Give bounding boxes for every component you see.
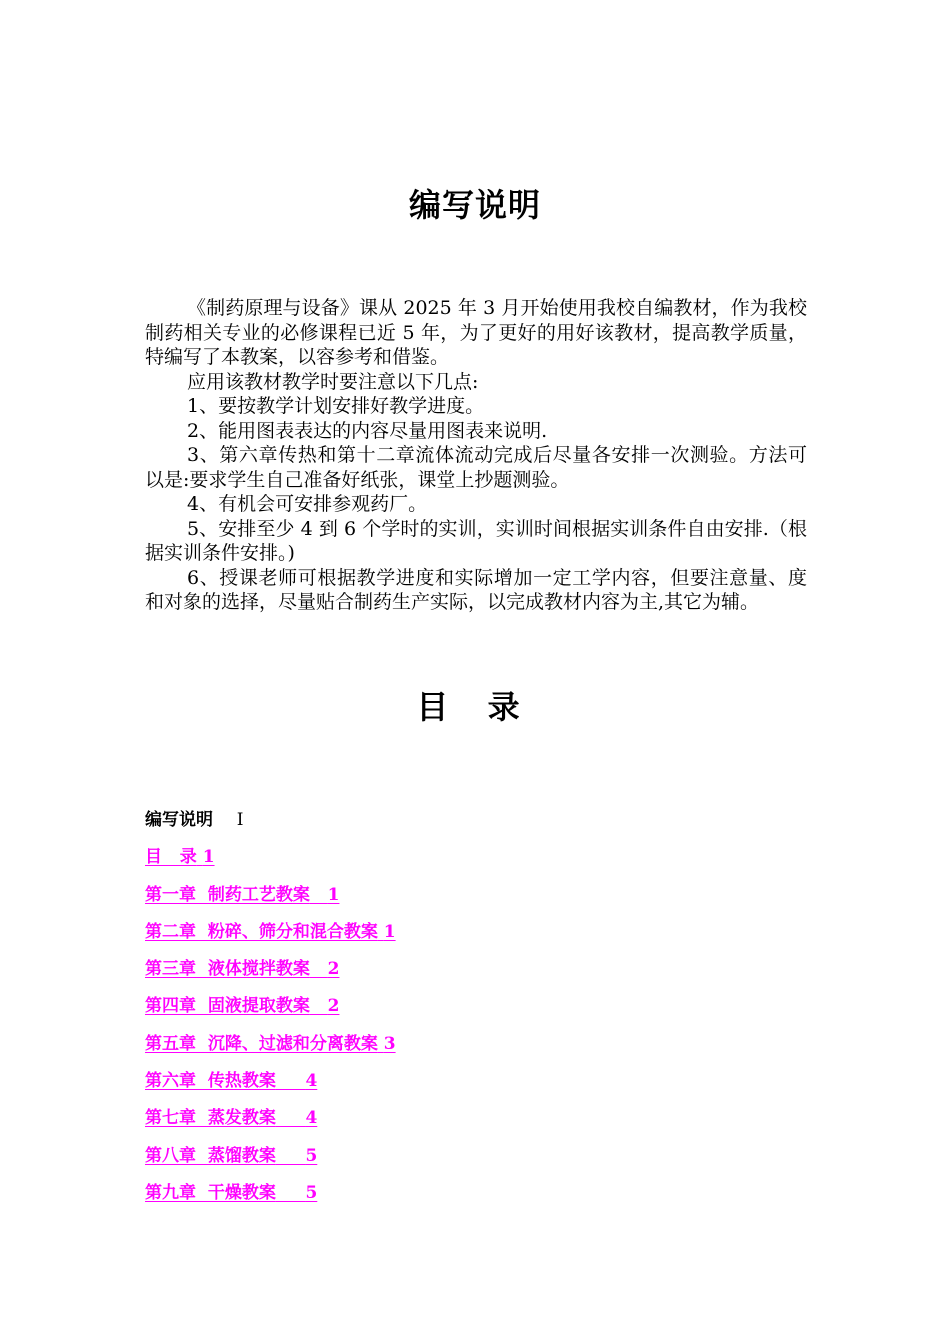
toc-link[interactable] [145, 1034, 396, 1054]
toc-entry [145, 1106, 745, 1143]
toc-entry [145, 1032, 745, 1069]
paragraph: 2、能用图表表达的内容尽量用图表来说明. [187, 419, 548, 442]
toc-entry-page: 5 [305, 1182, 318, 1203]
toc-entry [145, 920, 745, 957]
toc-entry-page: 4 [305, 1108, 318, 1129]
toc-entry-label: 编写说明 [145, 810, 213, 830]
toc-link[interactable] [145, 996, 339, 1016]
paragraph: 5、安排至少 4 到 6 个学时的实训，实训时间根据实训条件自由安排.（根据实训条件安排。) [145, 517, 807, 564]
toc-entry-label: 目 录 [145, 847, 197, 868]
paragraph: 1、要按教学计划安排好教学进度。 [187, 395, 485, 417]
toc-link[interactable] [145, 959, 339, 979]
paragraph: 3、第六章传热和第十二章流体流动完成后尽量各安排一次测验。方法可以是:要求学生自己准备好纸张，课堂上抄题测验。 [145, 444, 807, 491]
toc-link[interactable] [145, 1146, 317, 1166]
toc-entry-label: 第五章 沉降、过滤和分离教案 [145, 1033, 378, 1054]
toc-link[interactable] [145, 922, 396, 942]
toc-entry-label: 第九章 干燥教案 [145, 1182, 276, 1203]
toc-entry-page: 1 [202, 847, 215, 868]
toc-link[interactable] [145, 847, 215, 867]
toc-title: 目 录 [416, 688, 534, 726]
toc-entry [145, 1181, 745, 1218]
toc-entry-label: 第二章 粉碎、筛分和混合教案 [145, 921, 378, 942]
toc-entry-label: 第一章 制药工艺教案 [145, 884, 310, 905]
toc-entry [145, 1069, 745, 1106]
toc-entry [145, 994, 745, 1031]
toc-entry-page: 5 [305, 1145, 318, 1166]
paragraph: 4、有机会可安排参观药厂。 [187, 493, 428, 515]
toc-entry-page: 1 [383, 921, 396, 942]
toc-entry-page: 2 [327, 996, 340, 1017]
toc-entry [145, 808, 745, 845]
paragraph: 应用该教材教学时要注意以下几点: [187, 370, 479, 393]
toc-entry-page: I [236, 810, 244, 830]
toc-entry-label: 第六章 传热教案 [145, 1071, 276, 1092]
toc-link[interactable] [145, 1108, 317, 1128]
toc-link[interactable] [145, 1183, 317, 1203]
table-of-contents [145, 808, 745, 1218]
paragraph: 《制药原理与设备》课从 2025 年 3 月开始使用我校自编教材，作为我校制药相关专业的必修课程已近 5 年，为了更好的用好该教材，提高教学质量，特编写了本教案，以容参考和借鉴。 [145, 297, 807, 368]
toc-entry-page: 4 [305, 1071, 318, 1092]
toc-entry [145, 845, 745, 882]
toc-entry-label: 第八章 蒸馏教案 [145, 1145, 276, 1166]
toc-entry-label: 第四章 固液提取教案 [145, 996, 310, 1017]
toc-entry [145, 1144, 745, 1181]
preface-body [145, 296, 807, 615]
toc-entry-page: 1 [327, 884, 340, 905]
paragraph: 6、授课老师可根据教学进度和实际增加一定工学内容，但要注意量、度和对象的选择，尽量贴合制药生产实际，以完成教材内容为主,其它为辅。 [145, 566, 807, 613]
toc-entry [145, 883, 745, 920]
toc-entry-page: 2 [327, 959, 340, 980]
toc-entry [145, 957, 745, 994]
toc-link[interactable] [145, 1071, 317, 1091]
toc-entry-label: 第三章 液体搅拌教案 [145, 959, 310, 980]
page-title: 编写说明 [408, 186, 541, 224]
toc-link[interactable] [145, 885, 339, 905]
toc-entry-label: 第七章 蒸发教案 [145, 1108, 276, 1129]
toc-entry-page: 3 [383, 1033, 396, 1054]
